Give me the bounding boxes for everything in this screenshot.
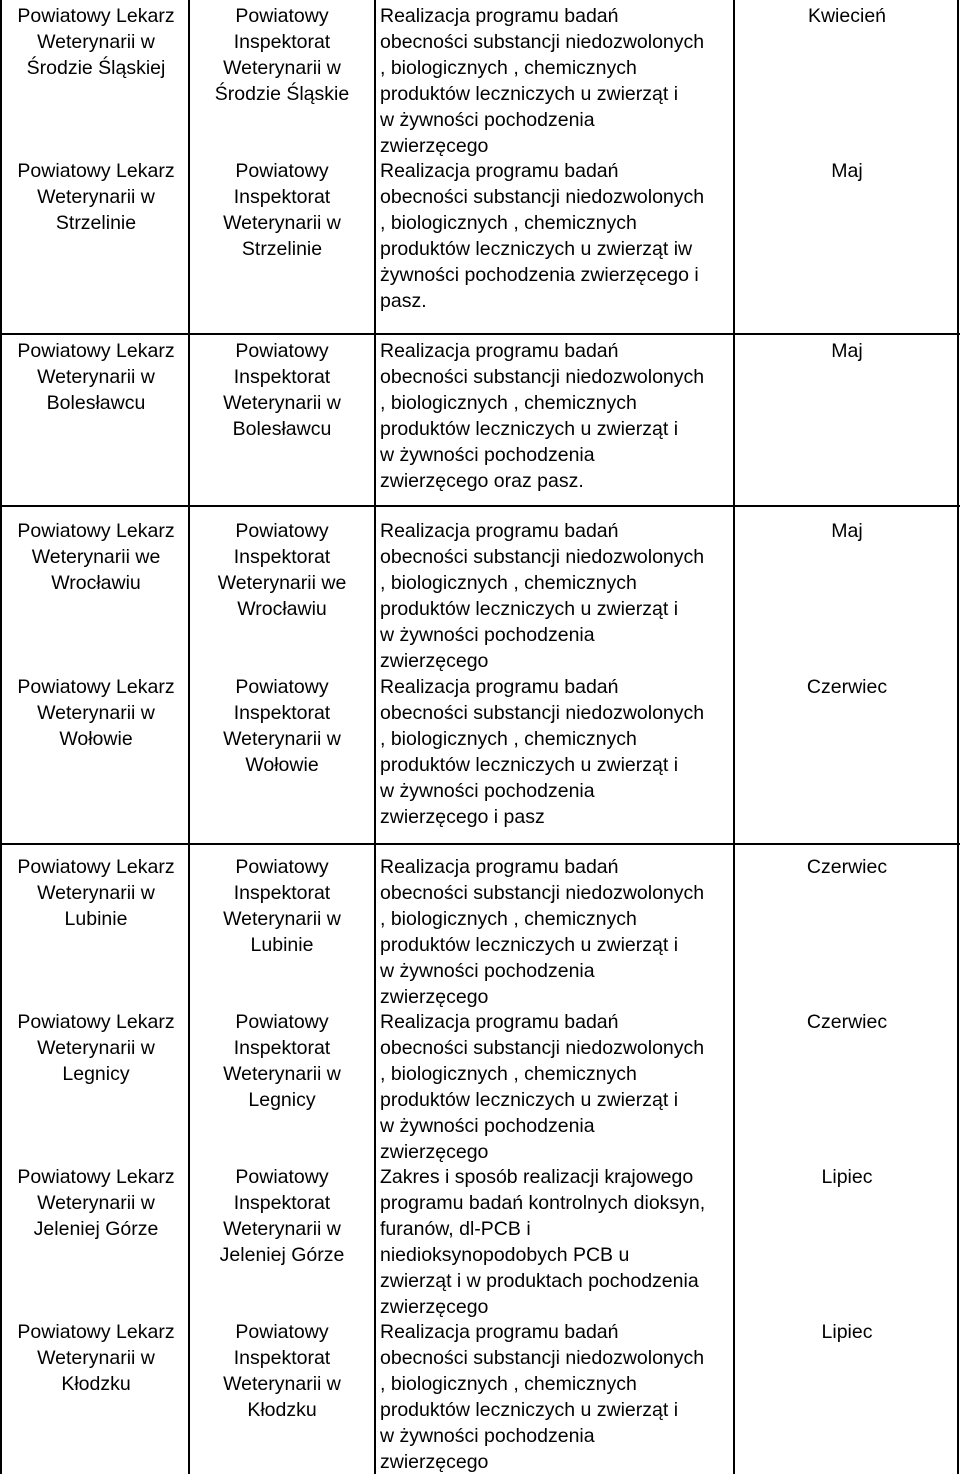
table-border-right [957,0,959,1474]
cell-termin: Maj [831,160,863,182]
cell-program: Realizacja programu badań obecności substancji niedozwolonych , biologicznych , chemicznych produktów leczniczych u zwierząt i w żywności pochodzenia zwierzęcego [380,5,705,157]
cell-lekarz: Powiatowy Lekarz Weterynarii w Strzelinie [17,160,175,234]
cell-termin: Kwiecień [807,5,887,27]
cell-lekarz: Powiatowy Lekarz Weterynarii w Wołowie [17,676,175,750]
cell-termin: Czerwiec [806,856,888,878]
block-divider [0,843,960,845]
cell-inspektorat: Powiatowy Inspektorat Weterynarii w Jeleniej Górze [219,1166,345,1266]
cell-program: Realizacja programu badań obecności substancji niedozwolonych , biologicznych , chemicznych produktów leczniczych u zwierząt i w żywności pochodzenia zwierzęcego [380,856,705,1008]
cell-termin: Lipiec [821,1166,873,1188]
cell-inspektorat: Powiatowy Inspektorat Weterynarii we Wrocławiu [217,520,347,620]
column-divider [733,0,735,1474]
cell-program: Realizacja programu badań obecności substancji niedozwolonych , biologicznych , chemicznych produktów leczniczych u zwierząt i w żywności pochodzenia zwierzęcego [380,1321,705,1473]
cell-termin: Lipiec [821,1321,873,1343]
cell-inspektorat: Powiatowy Inspektorat Weterynarii w Środzie Śląskie [214,5,350,105]
cell-program: Realizacja programu badań obecności substancji niedozwolonych , biologicznych , chemicznych produktów leczniczych u zwierząt i w żywności pochodzenia zwierzęcego i pasz [380,676,705,828]
cell-termin: Maj [831,520,863,542]
cell-termin: Maj [831,340,863,362]
cell-inspektorat: Powiatowy Inspektorat Weterynarii w Wołowie [223,676,341,776]
cell-lekarz: Powiatowy Lekarz Weterynarii w Bolesławcu [17,340,175,414]
column-divider [374,0,376,1474]
cell-inspektorat: Powiatowy Inspektorat Weterynarii w Kłodzku [223,1321,341,1421]
cell-lekarz: Powiatowy Lekarz Weterynarii w Lubinie [17,856,175,930]
cell-inspektorat: Powiatowy Inspektorat Weterynarii w Strzelinie [223,160,341,260]
cell-lekarz: Powiatowy Lekarz Weterynarii w Jeleniej Górze [17,1166,175,1240]
cell-lekarz: Powiatowy Lekarz Weterynarii w Środzie Śląskiej [17,5,175,79]
cell-program: Zakres i sposób realizacji krajowego programu badań kontrolnych dioksyn, furanów, dl-PCB i niedioksynopodobych PCB u zwierząt i w produktach pochodzenia zwierzęcego [380,1166,706,1318]
cell-inspektorat: Powiatowy Inspektorat Weterynarii w Bolesławcu [223,340,341,440]
cell-termin: Czerwiec [806,676,888,698]
block-divider [0,333,960,335]
cell-inspektorat: Powiatowy Inspektorat Weterynarii w Lubinie [223,856,341,956]
cell-program: Realizacja programu badań obecności substancji niedozwolonych , biologicznych , chemicznych produktów leczniczych u zwierząt i w żywności pochodzenia zwierzęcego oraz pasz. [380,340,705,492]
table-border-left [0,0,2,1474]
cell-inspektorat: Powiatowy Inspektorat Weterynarii w Legnicy [223,1011,341,1111]
cell-lekarz: Powiatowy Lekarz Weterynarii w Legnicy [17,1011,175,1085]
cell-lekarz: Powiatowy Lekarz Weterynarii we Wrocławiu [17,520,175,594]
cell-program: Realizacja programu badań obecności substancji niedozwolonych , biologicznych , chemicznych produktów leczniczych u zwierząt iw żywności pochodzenia zwierzęcego i pasz. [380,160,705,312]
column-divider [188,0,190,1474]
cell-lekarz: Powiatowy Lekarz Weterynarii w Kłodzku [17,1321,175,1395]
cell-program: Realizacja programu badań obecności substancji niedozwolonych , biologicznych , chemicznych produktów leczniczych u zwierząt i w żywności pochodzenia zwierzęcego [380,520,705,672]
block-divider [0,505,960,507]
cell-program: Realizacja programu badań obecności substancji niedozwolonych , biologicznych , chemicznych produktów leczniczych u zwierząt i w żywności pochodzenia zwierzęcego [380,1011,705,1163]
cell-termin: Czerwiec [806,1011,888,1033]
